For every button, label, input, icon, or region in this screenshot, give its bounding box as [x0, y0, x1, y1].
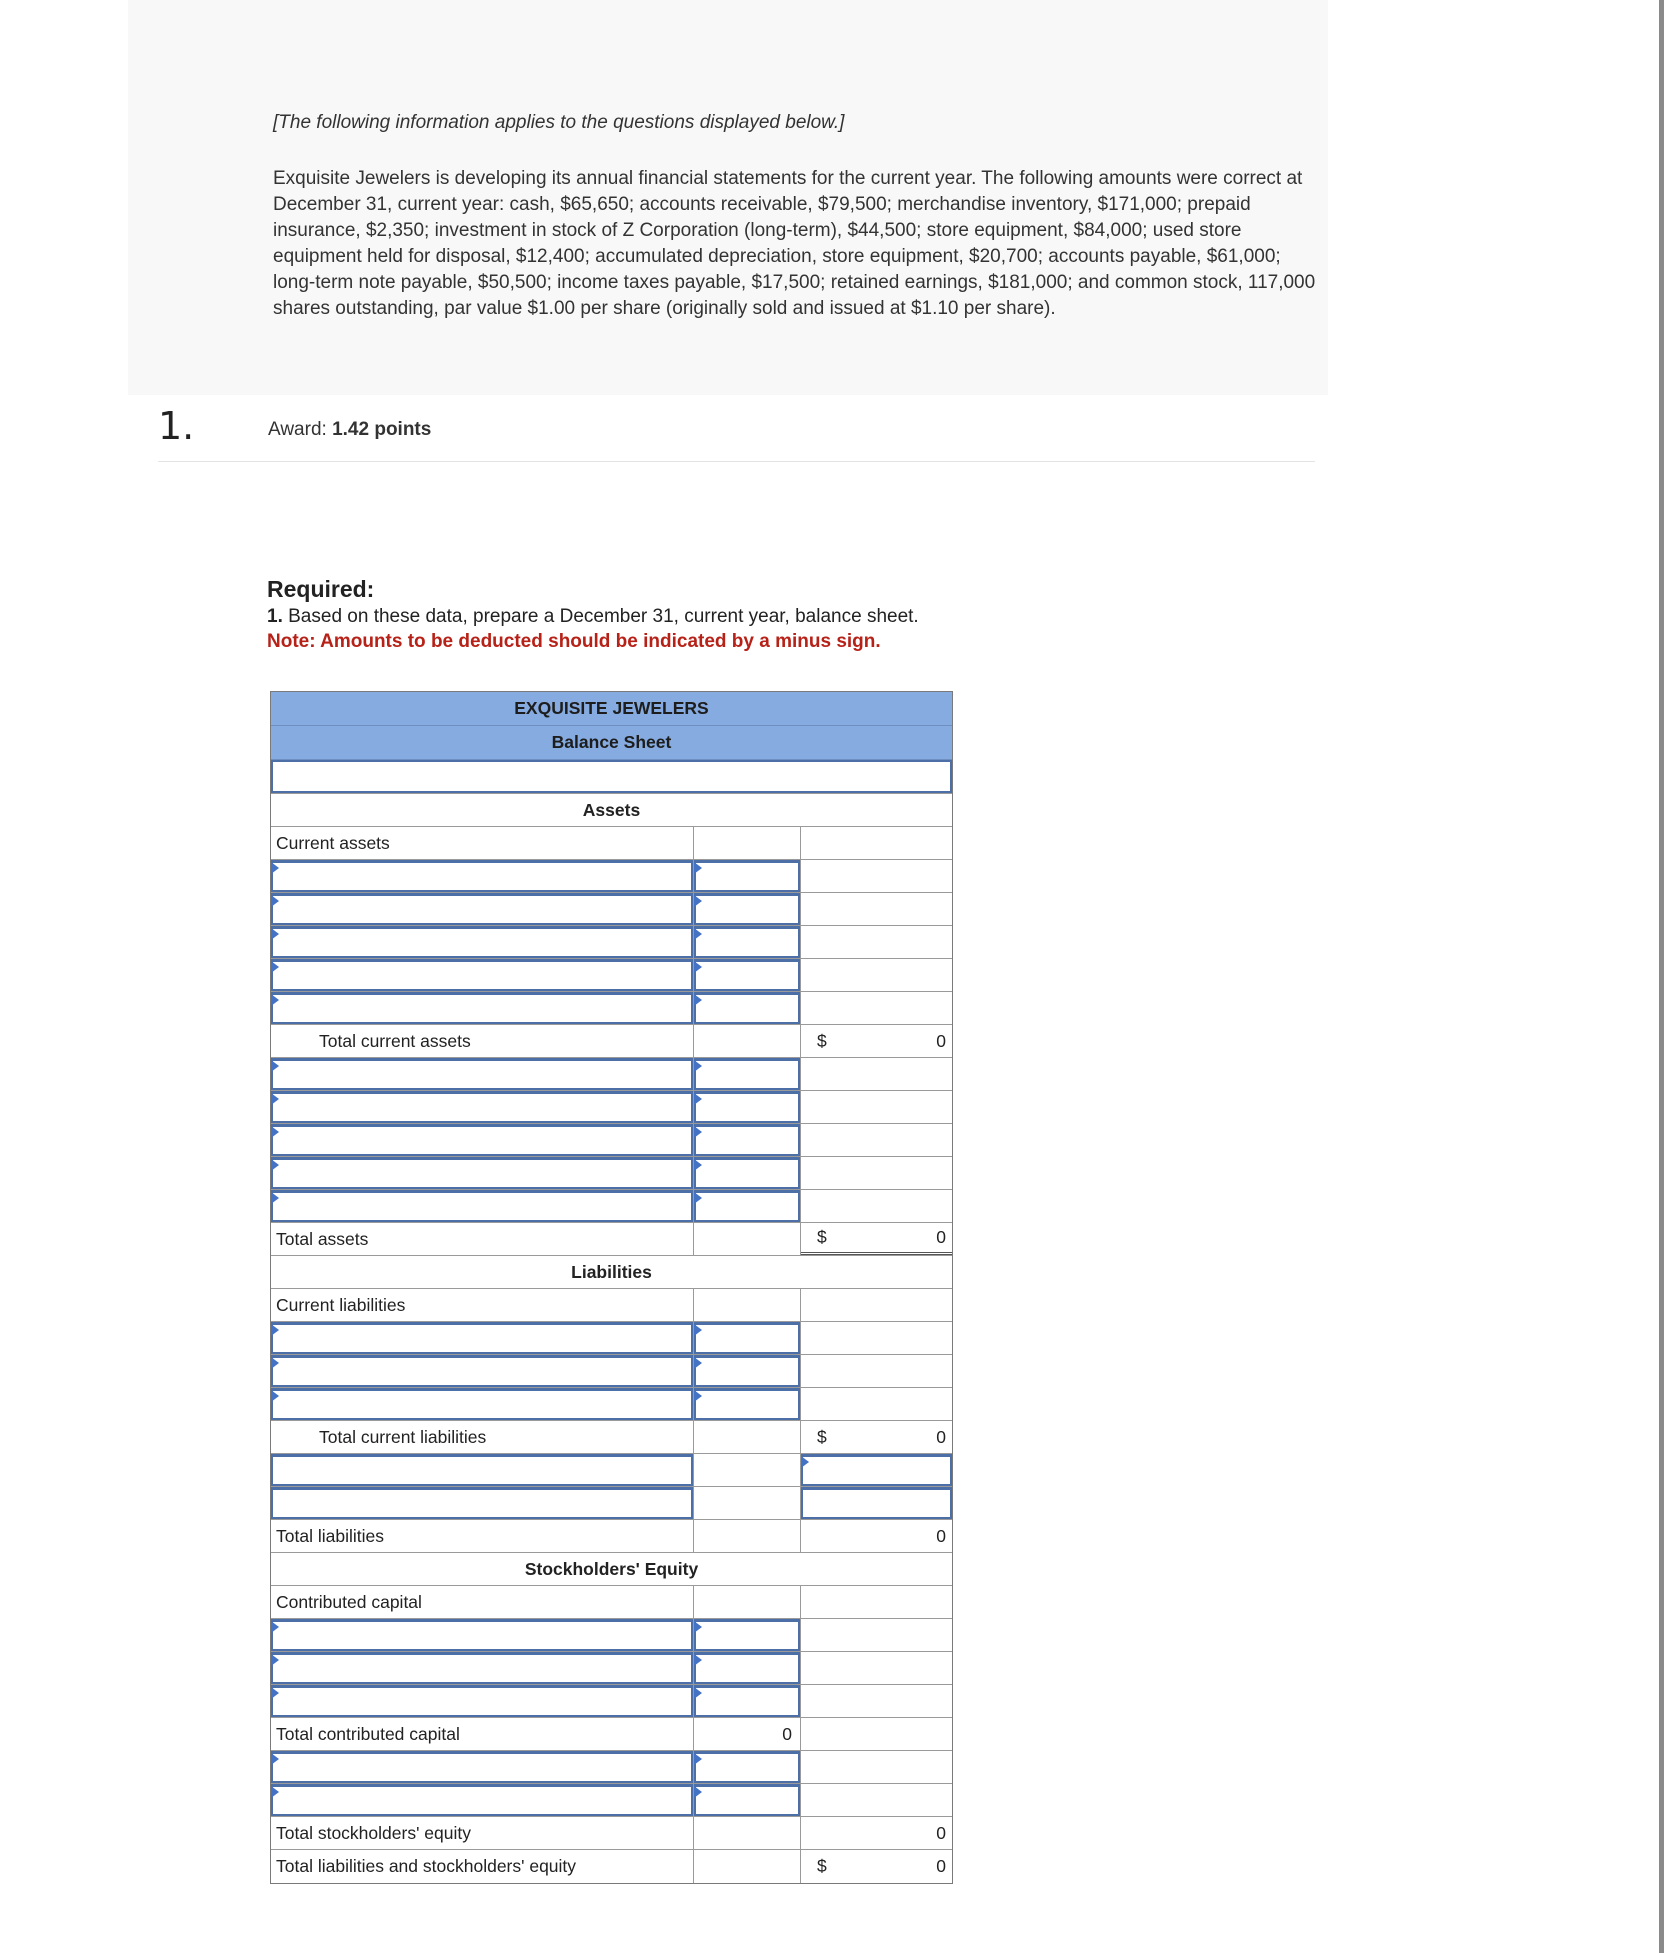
value-total-liabilities: 0 — [936, 1525, 946, 1546]
account-name-input[interactable] — [271, 1487, 693, 1519]
amount-input[interactable] — [694, 1652, 800, 1684]
award-points: 1.42 points — [332, 419, 432, 440]
dropdown-arrow-icon[interactable] — [694, 1324, 702, 1336]
amount-input[interactable] — [694, 992, 800, 1024]
dropdown-arrow-icon[interactable] — [271, 862, 279, 874]
amount-input[interactable] — [694, 1124, 800, 1156]
amount-input[interactable] — [694, 1388, 800, 1420]
balance-sheet — [270, 691, 953, 1884]
dropdown-arrow-icon[interactable] — [694, 1753, 702, 1765]
dropdown-arrow-icon[interactable] — [694, 994, 702, 1006]
equity-row — [271, 1751, 952, 1784]
label-total-liabilities: Total liabilities — [276, 1525, 384, 1546]
dollar-sign: $ — [817, 1426, 827, 1447]
amount-input[interactable] — [694, 1355, 800, 1387]
dropdown-arrow-icon[interactable] — [271, 1060, 279, 1072]
dropdown-arrow-icon[interactable] — [271, 1126, 279, 1138]
amount-input[interactable] — [694, 1157, 800, 1189]
label-current-liabilities: Current liabilities — [276, 1294, 406, 1315]
amount-input[interactable] — [694, 959, 800, 991]
noncurrent-asset-row — [271, 1124, 952, 1157]
current-liability-row — [271, 1355, 952, 1388]
dropdown-arrow-icon[interactable] — [694, 1126, 702, 1138]
account-name-input[interactable] — [271, 926, 693, 958]
amount-input[interactable] — [801, 1487, 952, 1519]
row-total-liabilities — [271, 1520, 952, 1553]
dropdown-arrow-icon[interactable] — [694, 961, 702, 973]
row-total-current-assets — [271, 1025, 952, 1058]
value-total-equity: 0 — [936, 1822, 946, 1843]
required-item — [267, 604, 1067, 629]
contributed-capital-row — [271, 1685, 952, 1718]
required-item-text: Based on these data, prepare a December 31, current year, balance sheet. — [282, 606, 919, 627]
amount-input[interactable] — [694, 893, 800, 925]
row-total-contributed-capital — [271, 1718, 952, 1751]
value-total-liab-equity: 0 — [936, 1856, 946, 1876]
dropdown-arrow-icon[interactable] — [694, 1357, 702, 1369]
value-total-contributed-capital: 0 — [782, 1723, 792, 1744]
current-asset-row — [271, 893, 952, 926]
amount-input[interactable] — [694, 1751, 800, 1783]
dropdown-arrow-icon[interactable] — [694, 1093, 702, 1105]
account-name-input[interactable] — [271, 1454, 693, 1486]
dropdown-arrow-icon[interactable] — [271, 1159, 279, 1171]
account-name-input[interactable] — [271, 1190, 693, 1222]
noncurrent-asset-row — [271, 1058, 952, 1091]
row-current-liabilities — [271, 1289, 952, 1322]
dropdown-arrow-icon[interactable] — [694, 862, 702, 874]
account-name-input[interactable] — [271, 1784, 693, 1816]
required-item-number: 1. — [267, 606, 283, 627]
label-total-current-liabilities: Total current liabilities — [319, 1426, 487, 1447]
label-total-assets: Total assets — [276, 1228, 369, 1249]
dropdown-arrow-icon[interactable] — [694, 1159, 702, 1171]
dropdown-arrow-icon[interactable] — [271, 1324, 279, 1336]
current-asset-row — [271, 992, 952, 1025]
dropdown-arrow-icon[interactable] — [694, 895, 702, 907]
noncurrent-asset-row — [271, 1091, 952, 1124]
account-name-input[interactable] — [271, 1751, 693, 1783]
dropdown-arrow-icon[interactable] — [271, 1357, 279, 1369]
statement-title: Balance Sheet — [271, 726, 952, 760]
amount-input[interactable] — [694, 1190, 800, 1222]
dropdown-arrow-icon[interactable] — [271, 1621, 279, 1633]
dropdown-arrow-icon[interactable] — [694, 1786, 702, 1798]
amount-input[interactable] — [694, 1058, 800, 1090]
dropdown-arrow-icon[interactable] — [801, 1456, 809, 1468]
label-total-liab-equity: Total liabilities and stockholders' equity — [276, 1856, 577, 1876]
current-asset-row — [271, 860, 952, 893]
dropdown-arrow-icon[interactable] — [694, 1654, 702, 1666]
label-contributed-capital: Contributed capital — [276, 1591, 422, 1612]
dropdown-arrow-icon[interactable] — [271, 928, 279, 940]
row-total-assets — [271, 1223, 952, 1256]
dollar-sign: $ — [817, 1227, 827, 1247]
amount-input[interactable] — [694, 1091, 800, 1123]
dropdown-arrow-icon[interactable] — [271, 1093, 279, 1105]
noncurrent-asset-row — [271, 1190, 952, 1223]
dropdown-arrow-icon[interactable] — [271, 1687, 279, 1699]
row-total-equity — [271, 1817, 952, 1850]
company-name: EXQUISITE JEWELERS — [271, 692, 952, 726]
contributed-capital-row — [271, 1652, 952, 1685]
account-name-input[interactable] — [271, 1619, 693, 1651]
dollar-sign: $ — [817, 1030, 827, 1051]
row-total-current-liabilities — [271, 1421, 952, 1454]
dropdown-arrow-icon[interactable] — [271, 961, 279, 973]
required-title: Required: — [267, 576, 375, 602]
required-note: Note: Amounts to be deducted should be indicated by a minus sign. — [267, 631, 881, 652]
account-name-input[interactable] — [271, 1058, 693, 1090]
amount-input[interactable] — [694, 1685, 800, 1717]
section-liabilities: Liabilities — [271, 1256, 952, 1289]
current-asset-row — [271, 926, 952, 959]
equity-row — [271, 1784, 952, 1817]
value-total-assets: 0 — [936, 1227, 946, 1247]
required-block — [267, 574, 1067, 654]
question-number: 1. — [158, 404, 195, 448]
account-name-input[interactable] — [271, 1388, 693, 1420]
account-name-input[interactable] — [271, 1685, 693, 1717]
account-name-input[interactable] — [271, 1124, 693, 1156]
dropdown-arrow-icon[interactable] — [271, 1654, 279, 1666]
dropdown-arrow-icon[interactable] — [271, 1390, 279, 1402]
contributed-capital-row — [271, 1619, 952, 1652]
divider — [158, 461, 1315, 462]
current-liability-row — [271, 1388, 952, 1421]
longterm-liability-row — [271, 1454, 952, 1487]
dropdown-arrow-icon[interactable] — [271, 1786, 279, 1798]
dropdown-arrow-icon[interactable] — [271, 1192, 279, 1204]
amount-input[interactable] — [694, 1322, 800, 1354]
info-intro: [The following information applies to the questions displayed below.] — [273, 112, 845, 133]
current-asset-row — [271, 959, 952, 992]
date-input[interactable] — [271, 760, 952, 793]
account-name-input[interactable] — [271, 1355, 693, 1387]
award-label: Award: — [268, 419, 327, 440]
row-current-assets — [271, 827, 952, 860]
dollar-sign: $ — [817, 1856, 827, 1876]
row-contributed-capital — [271, 1586, 952, 1619]
longterm-liability-row — [271, 1487, 952, 1520]
dropdown-arrow-icon[interactable] — [271, 994, 279, 1006]
noncurrent-asset-row — [271, 1157, 952, 1190]
section-assets: Assets — [271, 794, 952, 827]
value-total-current-liabilities: 0 — [936, 1426, 946, 1447]
account-name-input[interactable] — [271, 992, 693, 1024]
account-name-input[interactable] — [271, 893, 693, 925]
amount-input[interactable] — [801, 1454, 952, 1486]
account-name-input[interactable] — [271, 1157, 693, 1189]
value-total-current-assets: 0 — [936, 1030, 946, 1051]
current-liability-row — [271, 1322, 952, 1355]
row-total-liab-equity — [271, 1850, 952, 1883]
section-equity: Stockholders' Equity — [271, 1553, 952, 1586]
amount-input[interactable] — [694, 1784, 800, 1816]
dropdown-arrow-icon[interactable] — [694, 1390, 702, 1402]
dropdown-arrow-icon[interactable] — [694, 928, 702, 940]
label-total-current-assets: Total current assets — [319, 1030, 471, 1051]
scrollbar[interactable] — [1659, 0, 1664, 1953]
account-name-input[interactable] — [271, 1652, 693, 1684]
account-name-input[interactable] — [271, 1322, 693, 1354]
date-row — [271, 760, 952, 794]
amount-input[interactable] — [694, 1619, 800, 1651]
label-current-assets: Current assets — [276, 832, 390, 853]
dropdown-arrow-icon[interactable] — [271, 895, 279, 907]
label-total-equity: Total stockholders' equity — [276, 1822, 471, 1843]
dropdown-arrow-icon[interactable] — [694, 1621, 702, 1633]
amount-input[interactable] — [694, 860, 800, 892]
account-name-input[interactable] — [271, 1091, 693, 1123]
amount-input[interactable] — [694, 926, 800, 958]
award — [268, 419, 431, 441]
label-total-contributed-capital: Total contributed capital — [276, 1723, 460, 1744]
account-name-input[interactable] — [271, 860, 693, 892]
dropdown-arrow-icon[interactable] — [694, 1687, 702, 1699]
dropdown-arrow-icon[interactable] — [271, 1753, 279, 1765]
info-paragraph: Exquisite Jewelers is developing its annual financial statements for the current year. The following amounts were correct at December 31, current year: cash, $65,650; accounts receivable, $79,500; merchandise inventory, $171,000; prepaid insurance, $2,350; investment in stock of Z Corporation (long-term), $44,500; store equipment, $84,000; used store equipment held for disposal, $12,400; accumulated depreciation, store equipment, $20,700; accounts payable, $61,000; long-term note payable, $50,500; income taxes payable, $17,500; retained earnings, $181,000; and common stock, 117,000 shares outstanding, par value $1.00 per share (originally sold and issued at $1.10 per share). — [273, 168, 1316, 319]
dropdown-arrow-icon[interactable] — [694, 1192, 702, 1204]
account-name-input[interactable] — [271, 959, 693, 991]
dropdown-arrow-icon[interactable] — [694, 1060, 702, 1072]
